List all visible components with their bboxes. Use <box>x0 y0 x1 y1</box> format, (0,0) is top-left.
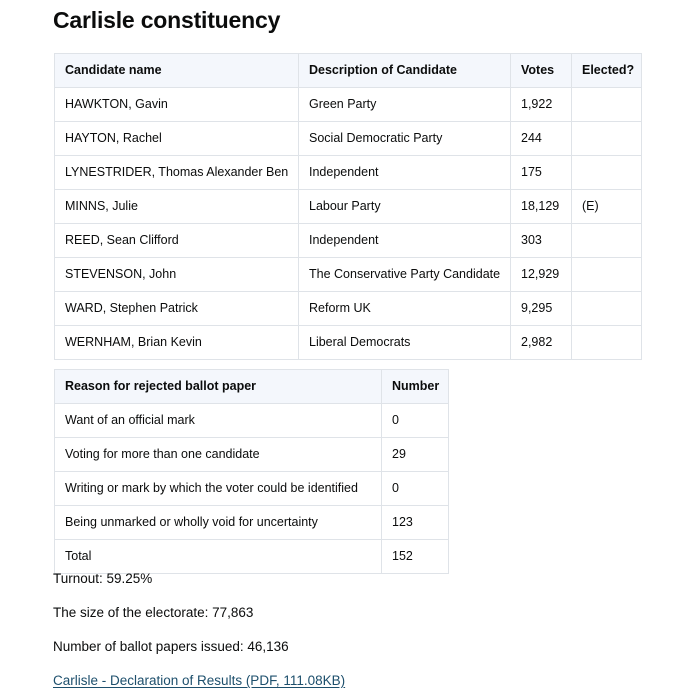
cell-description: Liberal Democrats <box>299 326 511 360</box>
column-header-candidate-name: Candidate name <box>55 54 299 88</box>
table-header-row <box>55 370 449 404</box>
column-header-elected: Elected? <box>572 54 642 88</box>
cell-reason: Being unmarked or wholly void for uncertainty <box>55 506 382 540</box>
cell-number: 0 <box>382 404 449 438</box>
electorate-size-text: The size of the electorate: 77,863 <box>53 605 254 620</box>
cell-number: 29 <box>382 438 449 472</box>
cell-elected: (E) <box>572 190 642 224</box>
column-header-number: Number <box>382 370 449 404</box>
cell-votes: 1,922 <box>511 88 572 122</box>
cell-elected <box>572 326 642 360</box>
turnout-text: Turnout: 59.25% <box>53 571 153 586</box>
candidate-results-table <box>54 53 642 360</box>
page-title: Carlisle constituency <box>53 7 281 33</box>
ballot-papers-issued-text: Number of ballot papers issued: 46,136 <box>53 639 289 654</box>
cell-number: 0 <box>382 472 449 506</box>
table-row <box>55 404 449 438</box>
cell-reason: Writing or mark by which the voter could be identified <box>55 472 382 506</box>
table-row <box>55 224 642 258</box>
table-row <box>55 190 642 224</box>
cell-elected <box>572 258 642 292</box>
table-row <box>55 88 642 122</box>
cell-votes: 18,129 <box>511 190 572 224</box>
table-row <box>55 472 449 506</box>
cell-reason: Want of an official mark <box>55 404 382 438</box>
cell-elected <box>572 122 642 156</box>
table-row <box>55 156 642 190</box>
cell-votes: 2,982 <box>511 326 572 360</box>
table-row <box>55 122 642 156</box>
table-row <box>55 506 449 540</box>
cell-elected <box>572 292 642 326</box>
table-row <box>55 292 642 326</box>
cell-description: Independent <box>299 156 511 190</box>
column-header-votes: Votes <box>511 54 572 88</box>
cell-elected <box>572 156 642 190</box>
table-row <box>55 540 449 574</box>
cell-votes: 12,929 <box>511 258 572 292</box>
cell-description: Social Democratic Party <box>299 122 511 156</box>
cell-description: Green Party <box>299 88 511 122</box>
cell-votes: 9,295 <box>511 292 572 326</box>
cell-candidate-name: WARD, Stephen Patrick <box>55 292 299 326</box>
cell-reason: Voting for more than one candidate <box>55 438 382 472</box>
cell-number: 123 <box>382 506 449 540</box>
table-header-row <box>55 54 642 88</box>
cell-elected <box>572 224 642 258</box>
cell-description: Independent <box>299 224 511 258</box>
table-row <box>55 326 642 360</box>
cell-description: Labour Party <box>299 190 511 224</box>
cell-description: The Conservative Party Candidate <box>299 258 511 292</box>
cell-votes: 303 <box>511 224 572 258</box>
cell-votes: 175 <box>511 156 572 190</box>
cell-number: 152 <box>382 540 449 574</box>
table-row <box>55 258 642 292</box>
cell-candidate-name: HAYTON, Rachel <box>55 122 299 156</box>
cell-reason: Total <box>55 540 382 574</box>
cell-candidate-name: MINNS, Julie <box>55 190 299 224</box>
cell-elected <box>572 88 642 122</box>
cell-candidate-name: LYNESTRIDER, Thomas Alexander Ben <box>55 156 299 190</box>
declaration-of-results-link[interactable]: Carlisle - Declaration of Results (PDF, 111.08KB) <box>53 673 346 688</box>
column-header-reason: Reason for rejected ballot paper <box>55 370 382 404</box>
table-row <box>55 438 449 472</box>
cell-description: Reform UK <box>299 292 511 326</box>
column-header-description: Description of Candidate <box>299 54 511 88</box>
cell-candidate-name: STEVENSON, John <box>55 258 299 292</box>
cell-candidate-name: WERNHAM, Brian Kevin <box>55 326 299 360</box>
rejected-ballots-table <box>54 369 449 574</box>
cell-votes: 244 <box>511 122 572 156</box>
cell-candidate-name: HAWKTON, Gavin <box>55 88 299 122</box>
cell-candidate-name: REED, Sean Clifford <box>55 224 299 258</box>
